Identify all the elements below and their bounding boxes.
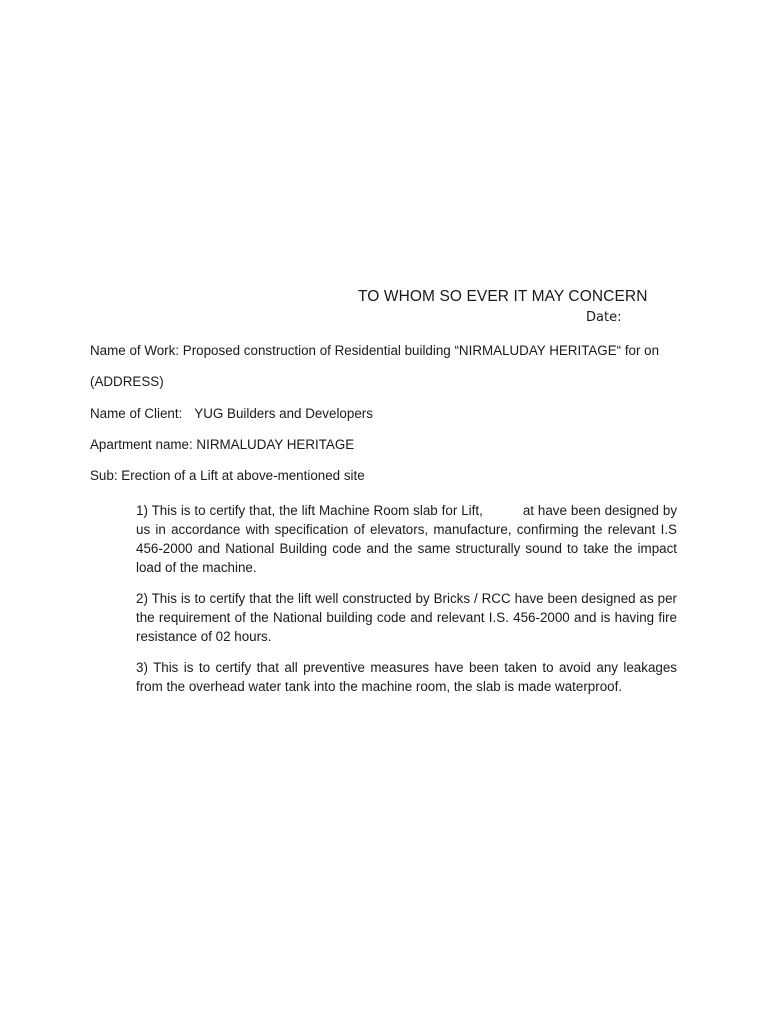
clause-1-text-start: 1) This is to certify that, the lift Machine Room slab for Lift, xyxy=(136,503,483,518)
certification-clauses xyxy=(136,501,677,708)
client-value: YUG Builders and Developers xyxy=(194,406,373,421)
apartment-name: Apartment name: NIRMALUDAY HERITAGE xyxy=(90,437,355,452)
client-label: Name of Client: xyxy=(90,406,183,421)
clause-1 xyxy=(136,501,677,577)
clause-2: 2) This is to certify that the lift well constructed by Bricks / RCC have been designed as per the requirement of the National building code and relevant I.S. 456-2000 and is having fire resistance of 02 hours. xyxy=(136,591,677,644)
client-line xyxy=(90,406,373,421)
date-label: Date: xyxy=(586,310,622,325)
clause-1-text-end: at have been designed by us in accordance with specification of elevators, manufacture, confirming the relevant I.S 456-2000 and National Building code and the same structurally sound to take the impact load of the machine. xyxy=(136,503,678,575)
document-heading: TO WHOM SO EVER IT MAY CONCERN xyxy=(358,288,648,305)
name-of-work: Name of Work: Proposed construction of Residential building “NIRMALUDAY HERITAGE“ for on xyxy=(90,343,660,358)
subject-line: Sub: Erection of a Lift at above-mentioned site xyxy=(90,468,365,483)
clause-3: 3) This is to certify that all preventive measures have been taken to avoid any leakages from the overhead water tank into the machine room, the slab is made waterproof. xyxy=(136,660,677,694)
address-placeholder: (ADDRESS) xyxy=(90,374,164,389)
